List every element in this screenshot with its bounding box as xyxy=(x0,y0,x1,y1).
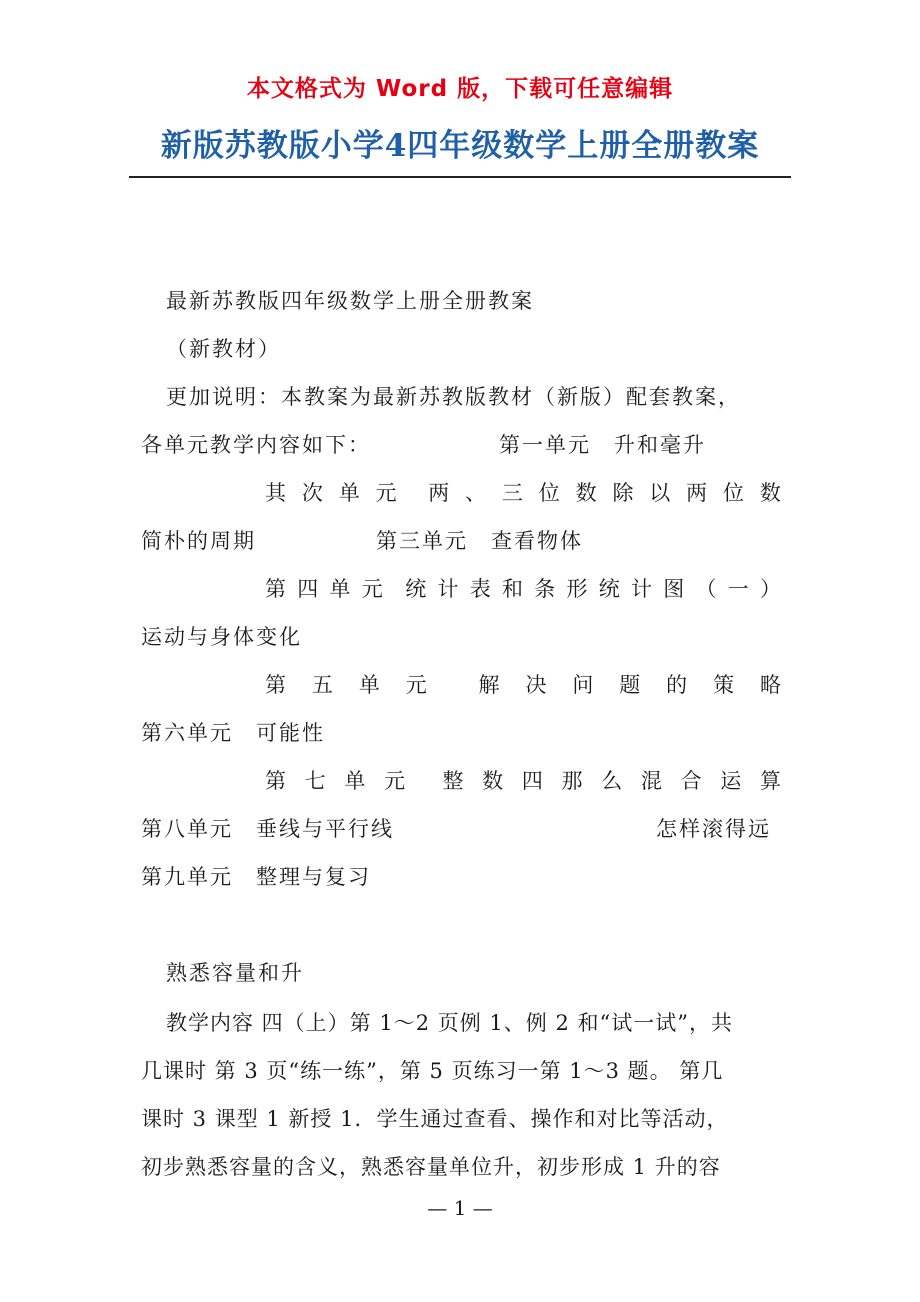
spread-char: 元 xyxy=(384,769,406,793)
spread-char: ） xyxy=(760,577,781,601)
spread-char: 两 xyxy=(428,481,450,505)
body-line-4b: 第一单元 升和毫升 xyxy=(499,433,706,457)
spread-char: 决 xyxy=(525,673,547,697)
body-line-4a: 各单元教学内容如下： xyxy=(141,433,371,457)
spread-char: 略 xyxy=(759,673,781,697)
spread-char: 位 xyxy=(538,481,560,505)
spread-char: 单 xyxy=(329,577,351,601)
spread-char: 题 xyxy=(619,673,641,697)
spread-char: 混 xyxy=(640,769,662,793)
spread-char: 策 xyxy=(713,673,735,697)
spread-char: 两 xyxy=(686,481,708,505)
spread-char: 整 xyxy=(442,769,464,793)
spread-char: 问 xyxy=(572,673,594,697)
body-line-16: 几课时 第 3 页“练一练”，第 5 页练习一第 1～3 题。 第几 xyxy=(141,1059,724,1083)
spread-char: 位 xyxy=(722,481,744,505)
spread-char: 元 xyxy=(375,481,397,505)
spread-char: 第 xyxy=(265,673,286,697)
spread-char: （ xyxy=(695,577,717,601)
spread-char: 五 xyxy=(311,673,333,697)
spread-char: 图 xyxy=(663,577,685,601)
spread-char: 解 xyxy=(478,673,500,697)
spread-char: 元 xyxy=(361,577,383,601)
spread-char: 那 xyxy=(561,769,583,793)
spread-char: 其 xyxy=(265,481,286,505)
spread-char: 数 xyxy=(575,481,597,505)
body-line-12a: 第八单元 垂线与平行线 xyxy=(141,817,394,841)
spread-char: 单 xyxy=(338,481,360,505)
spread-char: 表 xyxy=(469,577,491,601)
body-line-3: 更加说明：本教案为最新苏教版教材（新版）配套教案， xyxy=(166,385,741,409)
document-title: 新版苏教版小学4四年级数学上册全册教案 xyxy=(160,128,760,164)
spread-char: 次 xyxy=(301,481,323,505)
body-line-11 xyxy=(265,766,781,796)
spread-char: 以 xyxy=(649,481,671,505)
body-line-12b: 怎样滚得远 xyxy=(656,817,771,841)
spread-char: 三 xyxy=(501,481,523,505)
spread-char: 统 xyxy=(405,577,427,601)
spread-char: 的 xyxy=(666,673,688,697)
body-line-7 xyxy=(265,574,781,604)
spread-char: 元 xyxy=(405,673,427,697)
body-line-6b: 第三单元 查看物体 xyxy=(376,529,583,553)
spread-char: 一 xyxy=(727,577,749,601)
spread-char: 第 xyxy=(265,577,286,601)
spread-char: 么 xyxy=(601,769,623,793)
body-line-14: 熟悉容量和升 xyxy=(166,961,304,985)
body-line-6a: 简朴的周期 xyxy=(141,529,256,553)
spread-char: 运 xyxy=(720,769,742,793)
spread-char: 四 xyxy=(521,769,543,793)
body-line-5 xyxy=(265,478,781,508)
spread-char: 单 xyxy=(358,673,380,697)
spread-char: 统 xyxy=(598,577,620,601)
spread-char: 单 xyxy=(344,769,366,793)
body-line-9 xyxy=(265,670,781,700)
spread-char: 算 xyxy=(759,769,781,793)
spread-char: 、 xyxy=(465,481,487,505)
spread-char: 数 xyxy=(482,769,504,793)
spread-char: 和 xyxy=(502,577,523,601)
spread-char: 四 xyxy=(297,577,319,601)
page-number: — 1 — xyxy=(427,1196,493,1220)
spread-char: 计 xyxy=(631,577,652,601)
spread-char: 合 xyxy=(680,769,702,793)
spread-char: 计 xyxy=(437,577,459,601)
download-notice: 本文格式为 Word 版，下载可任意编辑 xyxy=(246,76,674,102)
body-line-1: 最新苏教版四年级数学上册全册教案 xyxy=(166,289,534,313)
body-line-2: （新教材） xyxy=(166,337,281,361)
spread-char: 除 xyxy=(612,481,634,505)
body-line-10: 第六单元 可能性 xyxy=(141,721,325,745)
body-line-13: 第九单元 整理与复习 xyxy=(141,865,371,889)
body-line-8: 运动与身体变化 xyxy=(141,625,302,649)
spread-char: 条 xyxy=(534,577,556,601)
body-line-18: 初步熟悉容量的含义，熟悉容量单位升，初步形成 1 升的容 xyxy=(141,1155,721,1179)
spread-char: 形 xyxy=(566,577,588,601)
spread-char: 数 xyxy=(759,481,781,505)
body-line-15: 教学内容 四（上）第 1～2 页例 1、例 2 和“试一试”，共 xyxy=(166,1011,733,1035)
body-line-17: 课时 3 课型 1 新授 1．学生通过查看、操作和对比等活动， xyxy=(141,1107,729,1131)
spread-char: 第 xyxy=(265,769,286,793)
spread-char: 七 xyxy=(304,769,326,793)
title-underline xyxy=(129,176,791,178)
